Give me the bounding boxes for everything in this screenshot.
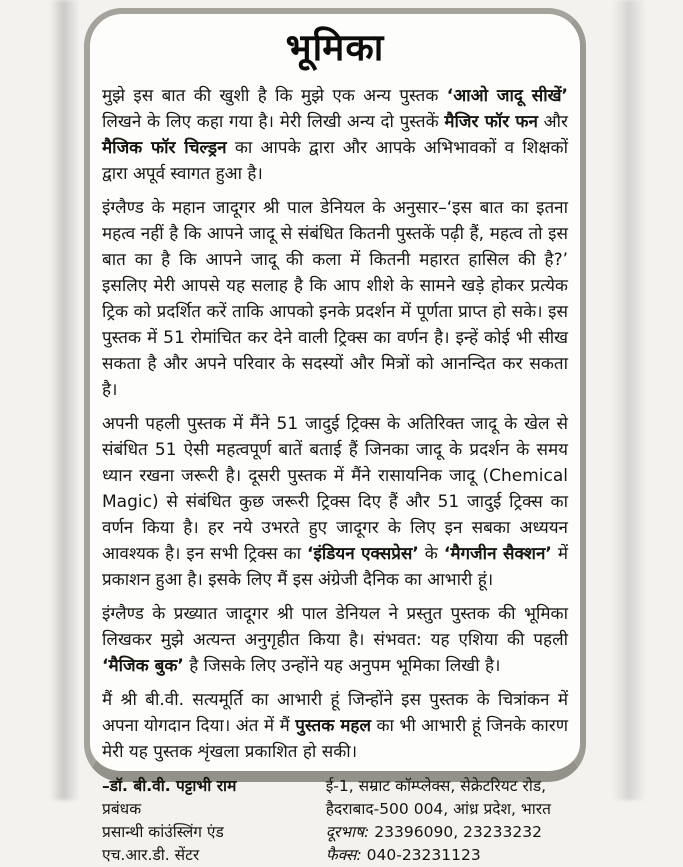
address-block — [326, 775, 568, 867]
address-line-2: हैदराबाद-500 004, आंध्र प्रदेश, भारत — [325, 800, 551, 818]
paragraph-text: मैं श्री बी.वी. सत्यमूर्ति का आभारी हूं जिन्होंने इस पुस्तक के चित्रांकन में अपना योगदान दिया। अंत में मैं — [102, 690, 568, 736]
author-organization-line-2: एच.आर.डी. सेंटर — [102, 846, 200, 864]
paragraph-text: लिखने के लिए कहा गया है। मेरी लिखी अन्य दो पुस्तकें — [102, 112, 445, 132]
phone-line — [326, 821, 568, 844]
book-title-magic-for-children: मैजिक फॉर चिल्ड्रन — [102, 138, 227, 158]
preface-footer — [102, 775, 568, 867]
publication-magazine-section: ‘मैगजीन सैक्शन’ — [443, 544, 552, 564]
scan-edge-shadow-right — [612, 0, 646, 800]
book-title-magic-for-fun: मैजिर फॉर फन — [444, 112, 538, 132]
phone-label: दूरभाष: — [325, 823, 370, 841]
scan-edge-shadow-left — [50, 0, 80, 800]
paragraph-text: इंग्लैण्ड के प्रख्यात जादूगर श्री पाल डेनियल ने प्रस्तुत पुस्तक की भूमिका लिखकर मुझे अत्यन्त अनुगृहीत किया है। संभवत: यह एशिया की पहली — [102, 604, 568, 650]
book-title-aao-jadu-seekhen: ‘आओ जादू सीखें’ — [446, 86, 568, 106]
fax-line — [326, 844, 568, 867]
publisher-pustak-mahal: पुस्तक महल — [295, 716, 371, 736]
paragraph-text: अपनी पहली पुस्तक में मैंने 51 जादुई ट्रिक्स के अतिरिक्त जादू के खेल से संबंधित 51 ऐसी महत्वपूर्ण बातें बताई हैं जिनका जादू के प्रदर्शन के समय ध्यान रखना जरूरी है। दूसरी पुस्तक में मैंने रासायनिक जादू (Chemical Magic) से संबंधित कुछ जरूरी ट्रिक्स दिए हैं और 51 जादुई ट्रिक्स का वर्णन किया है। हर नये उभरते हुए जादूगर के लिए इन सबका अध्ययन आवश्यक है। इन सभी ट्रिक्स का — [102, 414, 568, 564]
preface-paragraph-2 — [102, 195, 568, 403]
paragraph-text: का आपके द्वारा और आपके अभिभावकों व शिक्षकों द्वारा अपूर्व स्वागत हुआ है। — [102, 138, 568, 184]
preface-paragraph-1 — [102, 83, 568, 187]
author-designation: प्रबंधक — [102, 800, 142, 818]
preface-paragraph-3 — [102, 411, 568, 593]
address-line-1: ई-1, सम्राट कॉम्प्लेक्स, सेक्रेटरियट रोड, — [325, 777, 547, 795]
phone-numbers: 23396090, 23233232 — [374, 823, 542, 841]
phrase-magic-book: ‘मैजिक बुक’ — [102, 656, 184, 676]
preface-paragraph-4 — [102, 601, 568, 679]
paragraph-text: में प्रकाशन हुआ है। इसके लिए मैं इस अंग्रेजी दैनिक का आभारी हूं। — [102, 544, 569, 590]
paragraph-text: के — [418, 544, 444, 564]
fax-number: 040-23231123 — [366, 846, 481, 864]
author-organization-line-1: प्रसान्थी कांउंस्लिंग एंड — [102, 823, 224, 841]
paragraph-text: मुझे इस बात की खुशी है कि मुझे एक अन्य पुस्तक — [102, 86, 447, 106]
paragraph-text: और — [537, 112, 568, 132]
paragraph-text: इंग्लैण्ड के महान जादूगर श्री पाल डेनियल के अनुसार–‘इस बात का इतना महत्व नहीं है कि आपने जादू से संबंधित कितनी पुस्तकें पढ़ी हैं, महत्व तो इस बात का है कि आपने जादू की कला में कितनी महारत हासिल की है?’ इसलिए मेरी आपसे यह सलाह है कि आप शीशे के सामने खड़े होकर प्रत्येक ट्रिक को प्रदर्शित करें ताकि आपको इनके प्रदर्शन में पूर्णता प्राप्त हो सके। इस पुस्तक में 51 रोमांचित कर देने वाली ट्रिक्स का वर्णन है। इन्हें कोई भी सीख सकता है और अपने परिवार के सदस्यों और मित्रों को आनन्दित कर सकता है। — [102, 198, 568, 400]
paragraph-text: का भी आभारी हूं जिनके कारण मेरी यह पुस्तक शृंखला प्रकाशित हो सकी। — [102, 716, 569, 762]
author-name: –डॉ. बी.वी. पट्टाभी राम — [102, 777, 237, 795]
preface-paragraph-5 — [102, 687, 568, 765]
publication-indian-express: ‘इंडियन एक्सप्रेस’ — [307, 544, 419, 564]
paragraph-text: है जिसके लिए उन्होंने यह अनुपम भूमिका लिखी है। — [183, 656, 501, 676]
author-block — [102, 775, 316, 867]
page-title: भूमिका — [285, 26, 385, 69]
preface-page — [102, 20, 568, 867]
fax-label: फैक्स: — [325, 846, 362, 864]
